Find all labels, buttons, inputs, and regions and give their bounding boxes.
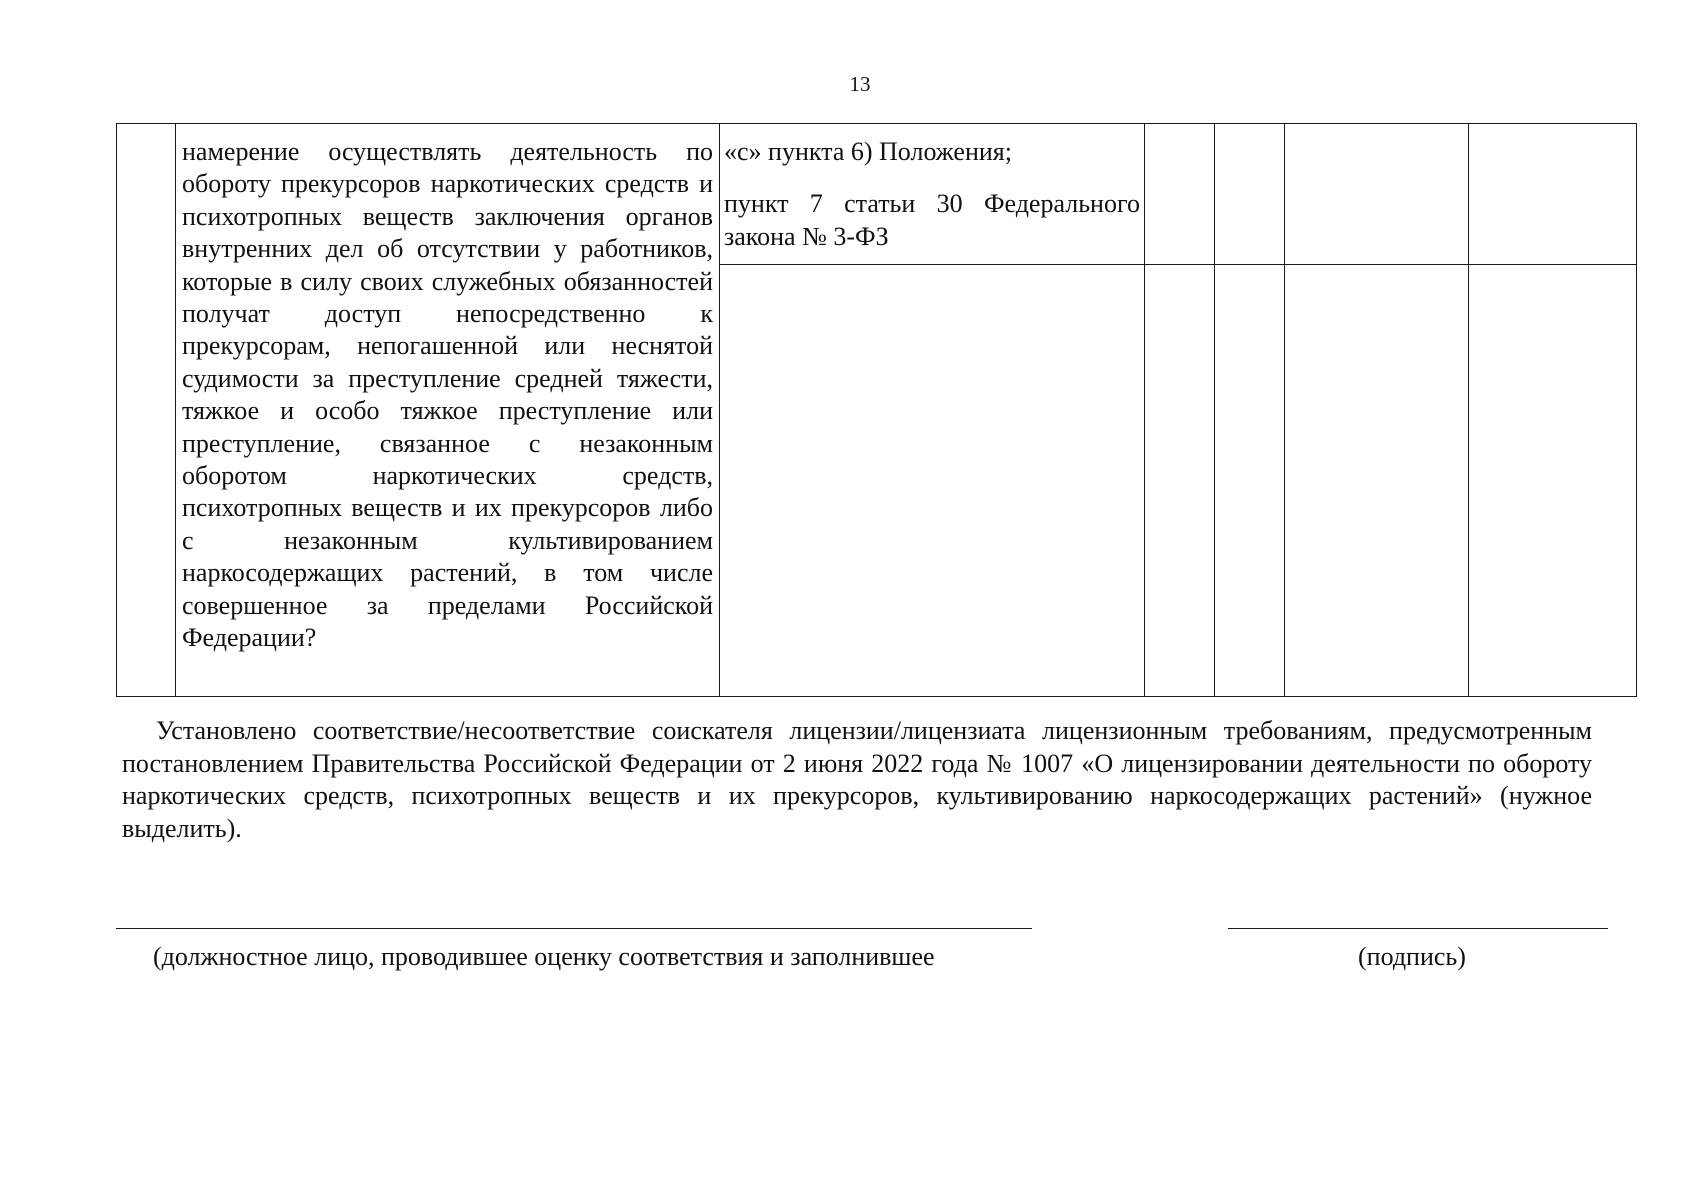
checklist-table xyxy=(116,123,1637,697)
empty-cell xyxy=(1469,265,1637,697)
official-caption: (должностное лицо, проводившее оценку соответствия и заполнившее xyxy=(153,942,935,971)
empty-cell xyxy=(720,265,1145,697)
table-row xyxy=(117,124,1637,265)
row-number-cell xyxy=(117,124,176,697)
signature-line xyxy=(1228,928,1608,929)
notes-cell xyxy=(1469,124,1637,265)
not-applicable-cell xyxy=(1285,124,1469,265)
empty-cell xyxy=(1145,265,1215,697)
empty-cell xyxy=(1215,265,1285,697)
empty-cell xyxy=(1285,265,1469,697)
legal-reference-1: «с» пункта 6) Положения; xyxy=(724,137,1012,166)
answer-yes-cell xyxy=(1145,124,1215,265)
signature-caption: (подпись) xyxy=(1358,942,1466,971)
legal-reference-2: пункт 7 статьи 30 Федерального закона № 3-ФЗ xyxy=(724,189,1140,251)
legal-reference-cell xyxy=(720,124,1145,265)
question-cell: намерение осуществлять деятельность по обороту прекурсоров наркотических средств и психотропных веществ заключения органов внутренних дел об отсутствии у работников, которые в силу своих служебных обязанностей получат доступ непосредственно к прекурсорам, непогашенной или неснятой судимости за преступление средней тяжести, тяжкое и особо тяжкое преступление или преступление, связанное с незаконным оборотом наркотических средств, психотропных веществ и их прекурсоров либо с незаконным культивированием наркосодержащих растений, в том числе совершенное за пределами Российской Федерации? xyxy=(176,124,720,697)
answer-no-cell xyxy=(1215,124,1285,265)
official-signature-line xyxy=(116,928,1032,929)
page-number: 13 xyxy=(849,72,871,96)
conclusion-paragraph: Установлено соответствие/несоответствие соискателя лицензии/лицензиата лицензионным требованиям, предусмотренным постановлением Правительства Российской Федерации от 2 июня 2022 года № 1007 «О лицензировании деятельности по обороту наркотических средств, психотропных веществ и их прекурсоров, культивированию наркосодержащих растений» (нужное выделить). xyxy=(122,716,1592,843)
